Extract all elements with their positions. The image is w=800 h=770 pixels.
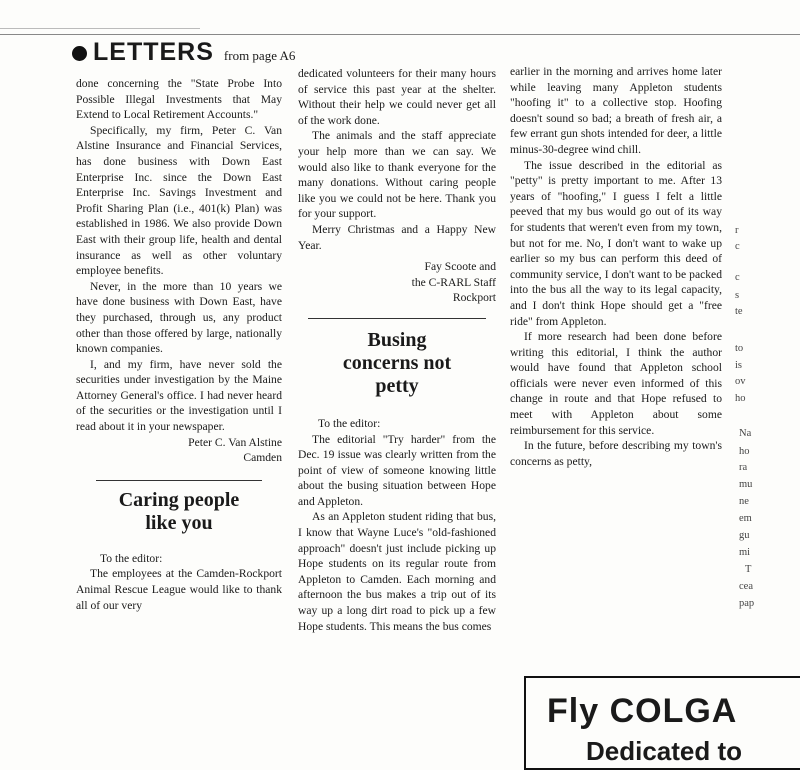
edge-fragment: to xyxy=(735,343,744,354)
edge-fragment: ho xyxy=(735,393,746,404)
paragraph: dedicated volunteers for their many hours of service this past year at the shelter. Without their help we could never get all of the work done. xyxy=(298,67,496,127)
paragraph: Specifically, my firm, Peter C. Van Alstine Insurance and Financial Services, has done business with Down East Enterprise Inc. since the Down East Enterprise Inc. Savings Investment and Profit Sharing Plan (i.e., 401(k) Plan) was established in 1986. We also provide Down East with their group life, health and dental insurance as well as other voluntary employee benefits. xyxy=(76,123,282,278)
section-header xyxy=(72,38,295,67)
paragraph: The editorial "Try harder" from the Dec. 19 issue was clearly written from the point of view of someone knowing little about the busing situation between Hope and Appleton. xyxy=(298,432,496,508)
signature-line: Rockport xyxy=(452,291,496,305)
scan-line-top xyxy=(0,34,800,35)
column-1 xyxy=(76,76,282,613)
signature-line: Fay Scoote and xyxy=(424,260,496,274)
edge-fragment: pap xyxy=(739,598,755,609)
edge-fragment: ov xyxy=(735,376,746,387)
salutation: To the editor: xyxy=(318,416,381,430)
advertisement-headline: Fly COLGA xyxy=(547,692,738,730)
paragraph: If more research had been done before writing this editorial, I think the author would have found that Appleton school officials were never even informed of this change in route and that Hope refused to meet with Appleton about some reimbursement for this service. xyxy=(510,330,722,437)
paragraph: Merry Christmas and a Happy New Year. xyxy=(298,222,496,252)
edge-fragment: c xyxy=(735,272,740,283)
signature-town: Camden xyxy=(243,451,282,465)
paragraph: I, and my firm, have never sold the securities under investigation by the Maine Attorney General's office. I had never heard of the securities or the investigation until I read about it in your newspaper. xyxy=(76,357,282,434)
edge-fragment: cea xyxy=(739,581,753,592)
edge-fragment: ho xyxy=(739,446,750,457)
edge-fragment: gu xyxy=(739,530,750,541)
paragraph: As an Appleton student riding that bus, I know that Wayne Luce's "old-fashioned approach" doesn't just include picking up Hope students on its regular route from Appleton to Camden. Each morning and afternoon the bus makes a trip out of its way up a long dirt road to pick up a few Hope students. This means the bus comes xyxy=(298,510,496,633)
edge-fragment: mi xyxy=(739,547,751,558)
edge-fragment: s xyxy=(735,290,740,301)
edge-fragment: mu xyxy=(739,479,753,490)
edge-fragment: is xyxy=(735,360,743,371)
signature-line: the C-RARL Staff xyxy=(411,275,496,289)
paragraph: In the future, before describing my town's concerns as petty, xyxy=(510,439,722,468)
headline-busing-concerns: Busing concerns not petty xyxy=(342,328,452,397)
section-title: LETTERS xyxy=(93,38,214,66)
column-3 xyxy=(510,64,722,469)
edge-fragment: T xyxy=(745,564,752,575)
scan-line-top-2 xyxy=(0,28,200,29)
paragraph: Never, in the more than 10 years we have done business with Down East, have they purchased, through us, any product other than those offered by large, nationally known companies. xyxy=(76,279,282,356)
edge-fragment: r xyxy=(735,225,739,236)
signature-name: Peter C. Van Alstine xyxy=(188,435,282,449)
divider xyxy=(308,318,486,319)
edge-fragment: c xyxy=(735,241,740,252)
edge-fragment: te xyxy=(735,306,743,317)
paragraph: done concerning the "State Probe Into Possible Illegal Investments that May Extend to Local Retirement Accounts." xyxy=(76,77,282,122)
paragraph: The employees at the Camden-Rockport Animal Rescue League would like to thank all of our very xyxy=(76,567,282,612)
edge-fragment: ra xyxy=(739,462,748,473)
column-2 xyxy=(298,66,496,634)
bullet-icon xyxy=(72,46,87,61)
advertisement-subline: Dedicated to xyxy=(586,736,743,766)
section-subtitle: from page A6 xyxy=(223,48,296,63)
divider xyxy=(96,480,262,481)
edge-fragment: em xyxy=(739,513,752,524)
paragraph: The animals and the staff appreciate your help more than we can say. We would also like to thank everyone for the many donations. Without caring people like you we could not be here. Thank you for your support. xyxy=(298,129,496,221)
edge-fragment: Na xyxy=(739,428,752,439)
salutation: To the editor: xyxy=(100,551,163,565)
edge-fragment: ne xyxy=(739,496,749,507)
paragraph: The issue described in the editorial as "petty" is pretty important to me. After 13 years of "hoofing," I guess I felt a little peeved that my bus would go out of its way for students that weren't even from my town, but not for me. No, I don't want to wake up earlier so my bus can perform this deed of community service, I don't want to be packed into the bus all the way to its legal capacity, and I don't think Hope should get a "free ride" from Appleton. xyxy=(510,158,722,328)
headline-caring-people: Caring people like you xyxy=(118,488,240,534)
paragraph: earlier in the morning and arrives home later while leaving many Appleton students "hoofing it" to a collective stop. Hoofing doesn't sound so bad; a breath of fresh air, a few errant gun shots intended for deer, a little minus-30-degree wind chill. xyxy=(510,65,722,156)
